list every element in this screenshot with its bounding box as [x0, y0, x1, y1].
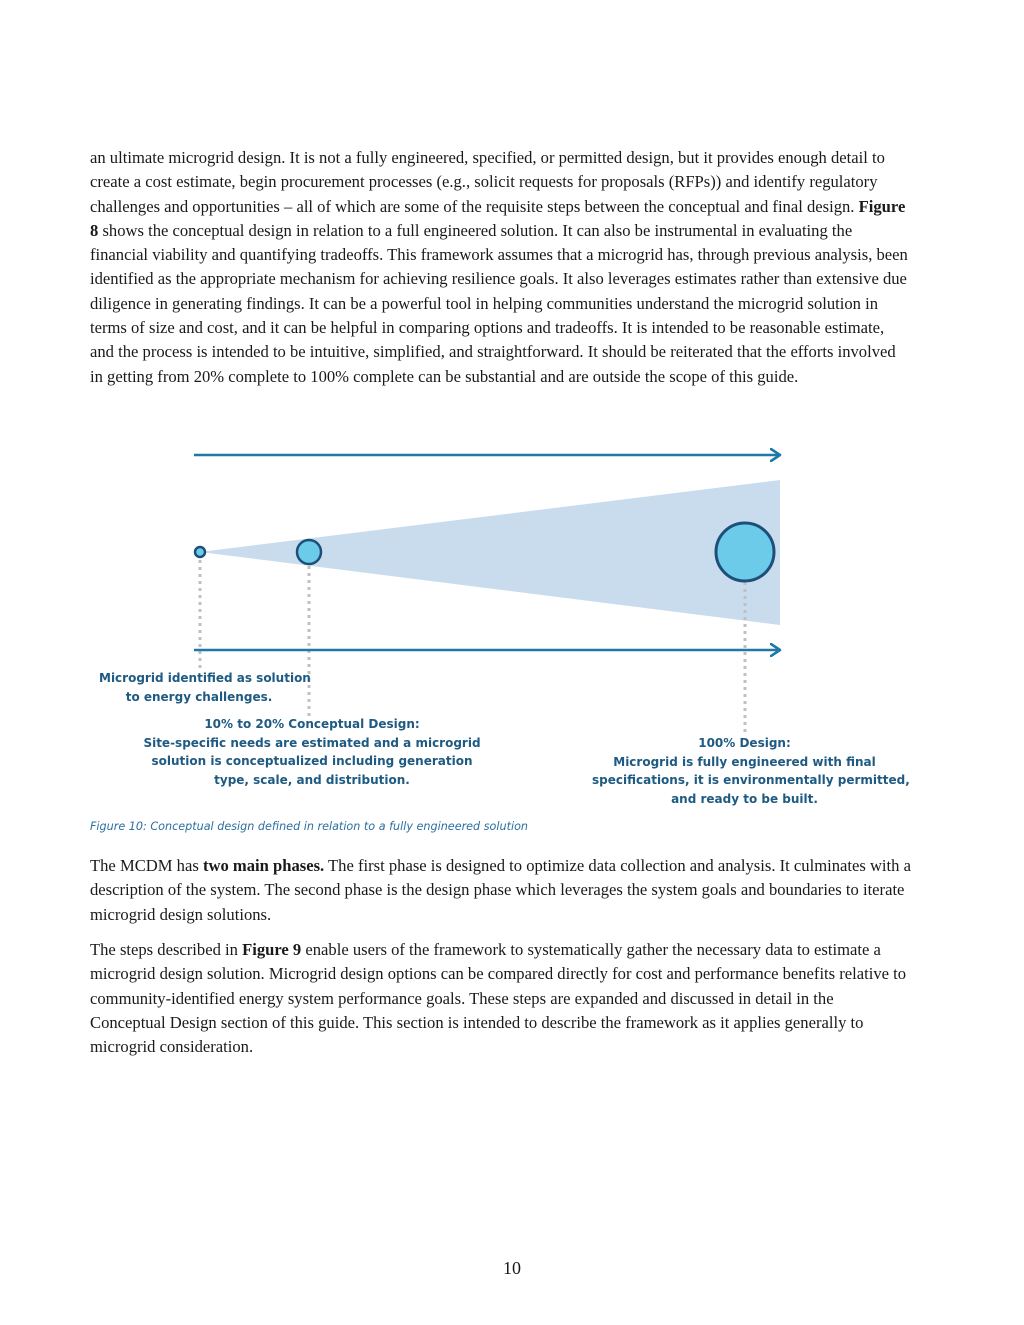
- paragraph-text: an ultimate microgrid design. It is not a fully engineered, specified, or permitted design, but it provides enough detail to create a cost estimate, begin procurement processes (e.g., solicit requests for proposals (RFPs)) and identify regulatory challenges and opportunities – all of which are some of the requisite steps between the conceptual and final design.: [90, 148, 885, 216]
- body-paragraph-3: [90, 938, 912, 1059]
- label-line: to energy challenges.: [125, 689, 273, 704]
- label-line: Microgrid identified as solution: [99, 671, 311, 685]
- conceptual-circle: [297, 540, 321, 564]
- page-number: 10: [503, 1258, 521, 1278]
- paragraph-text: The MCDM has: [90, 856, 203, 875]
- paragraph-text: The first phase is designed to optimize data collection and analysis. It culminates with a description of the system. The second phase is the design phase which leverages the system goals and boundaries to iterate microgrid design solutions.: [90, 856, 911, 924]
- paragraph-text: shows the conceptual design in relation to a full engineered solution. It can also be instrumental in evaluating the financial viability and quantifying tradeoffs. This framework assumes that a microgrid has, through previous analysis, been identified as the appropriate mechanism for achieving resilience goals. It also leverages estimates rather than extensive due diligence in generating findings. It can be a powerful tool in helping communities understand the microgrid solution in terms of size and cost, and it can be helpful in comparing options and tradeoffs. It is intended to be reasonable estimate, and the process is intended to be intuitive, simplified, and straightforward. It should be reiterated that the efforts involved in getting from 20% complete to 100% complete can be substantial and are outside the scope of this guide.: [90, 220, 908, 386]
- label-line: Microgrid is fully engineered with final: [613, 754, 876, 769]
- label-line: specifications, it is environmentally permitted,: [592, 773, 910, 787]
- label-microgrid-identified: [99, 669, 311, 706]
- label-line: and ready to be built.: [671, 791, 818, 806]
- label-line: 10% to 20% Conceptual Design:: [204, 717, 420, 731]
- paragraph-text: The steps described in: [90, 940, 243, 959]
- emphasis-text: two main phases.: [202, 856, 325, 875]
- label-conceptual-design: [132, 715, 492, 789]
- label-line: 100% Design:: [698, 736, 791, 750]
- figure-conceptual-design: [80, 440, 940, 820]
- body-paragraph-1: [90, 146, 912, 389]
- label-full-design: [592, 734, 910, 808]
- paragraph-text: enable users of the framework to systematically gather the necessary data to estimate a microgrid design solution. Microgrid design options can be compared directly for cost and performance benefits relative to community-identified energy system performance goals. These steps are expanded and discussed in detail in the Conceptual Design section of this guide. This section is intended to describe the framework as it applies generally to microgrid consideration.: [90, 940, 907, 1057]
- label-line: solution is conceptualized including generation: [151, 754, 473, 768]
- body-paragraph-2: [90, 854, 912, 927]
- full-design-circle: [716, 523, 774, 581]
- scope-wedge: [200, 480, 780, 625]
- label-line: type, scale, and distribution.: [214, 772, 410, 787]
- start-circle: [195, 547, 205, 557]
- figure-reference: Figure 8: [90, 196, 906, 240]
- figure-reference: Figure 9: [242, 940, 302, 959]
- label-line: Site-specific needs are estimated and a microgrid: [143, 735, 481, 750]
- figure-caption: Figure 10: Conceptual design defined in relation to a fully engineered solution: [90, 820, 529, 833]
